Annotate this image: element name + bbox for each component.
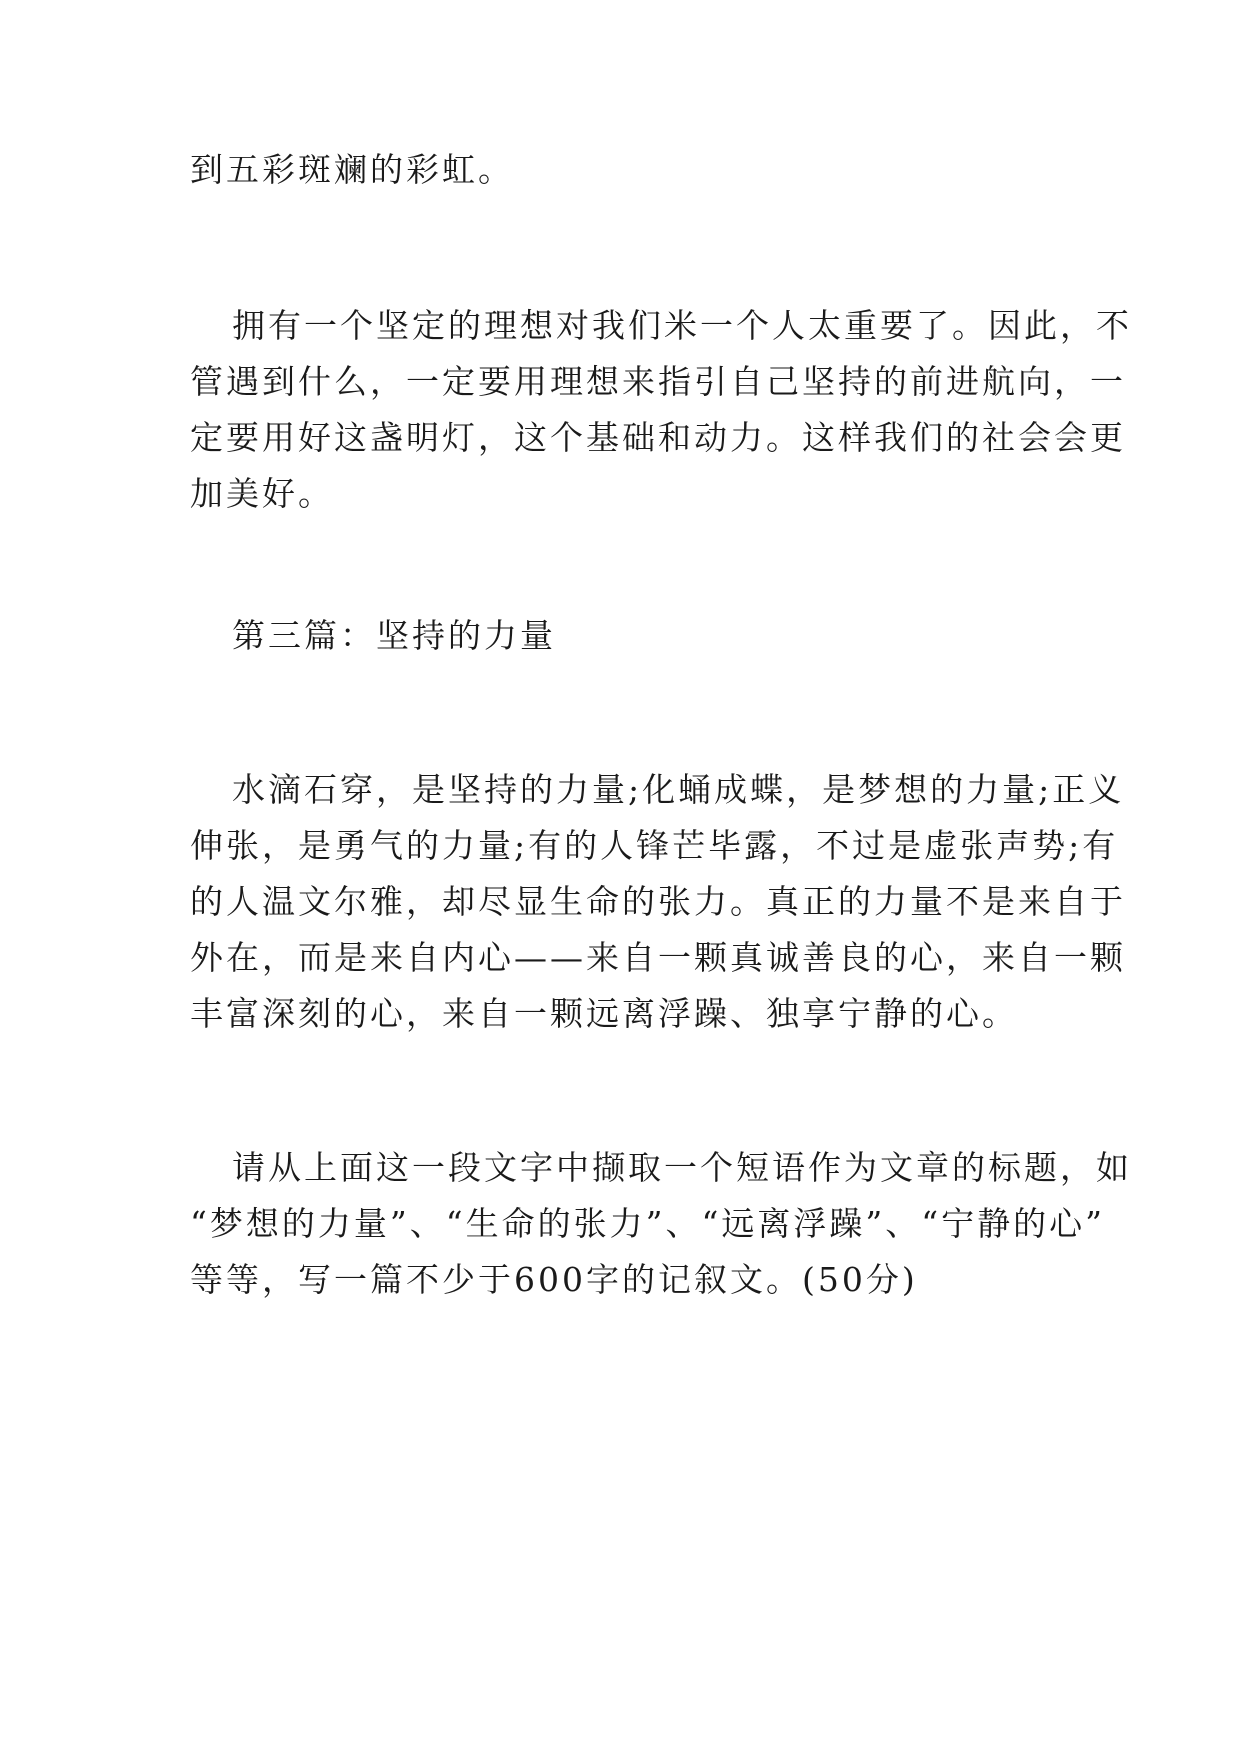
paragraph-3-line-3: 的人温文尔雅，却尽显生命的张力。真正的力量不是来自于 [190, 882, 1126, 921]
paragraph-2-line-3: 定要用好这盏明灯，这个基础和动力。这样我们的社会会更 [190, 418, 1126, 457]
paragraph-3-line-5: 丰富深刻的心，来自一颗远离浮躁、独享宁静的心。 [190, 994, 1018, 1033]
paragraph-2-line-1: 拥有一个坚定的理想对我们米一个人太重要了。因此，不 [232, 306, 1132, 345]
paragraph-4-line-3: 等等，写一篇不少于600字的记叙文。(50分) [190, 1260, 918, 1299]
paragraph-2-line-2: 管遇到什么，一定要用理想来指引自己坚持的前进航向，一 [190, 362, 1126, 401]
paragraph-2-line-4: 加美好。 [190, 474, 334, 513]
section-heading: 第三篇：坚持的力量 [232, 616, 556, 655]
paragraph-1-line-1: 到五彩斑斓的彩虹。 [190, 150, 514, 189]
paragraph-4-line-2: “梦想的力量”、“生命的张力”、“远离浮躁”、“宁静的心” [190, 1204, 1105, 1243]
paragraph-3-line-2: 伸张，是勇气的力量;有的人锋芒毕露，不过是虚张声势;有 [190, 826, 1119, 865]
paragraph-3-line-4: 外在，而是来自内心——来自一颗真诚善良的心，来自一颗 [190, 938, 1126, 977]
paragraph-3-line-1: 水滴石穿，是坚持的力量;化蛹成蝶，是梦想的力量;正义 [232, 770, 1125, 809]
paragraph-4-line-1: 请从上面这一段文字中撷取一个短语作为文章的标题，如 [232, 1148, 1132, 1187]
